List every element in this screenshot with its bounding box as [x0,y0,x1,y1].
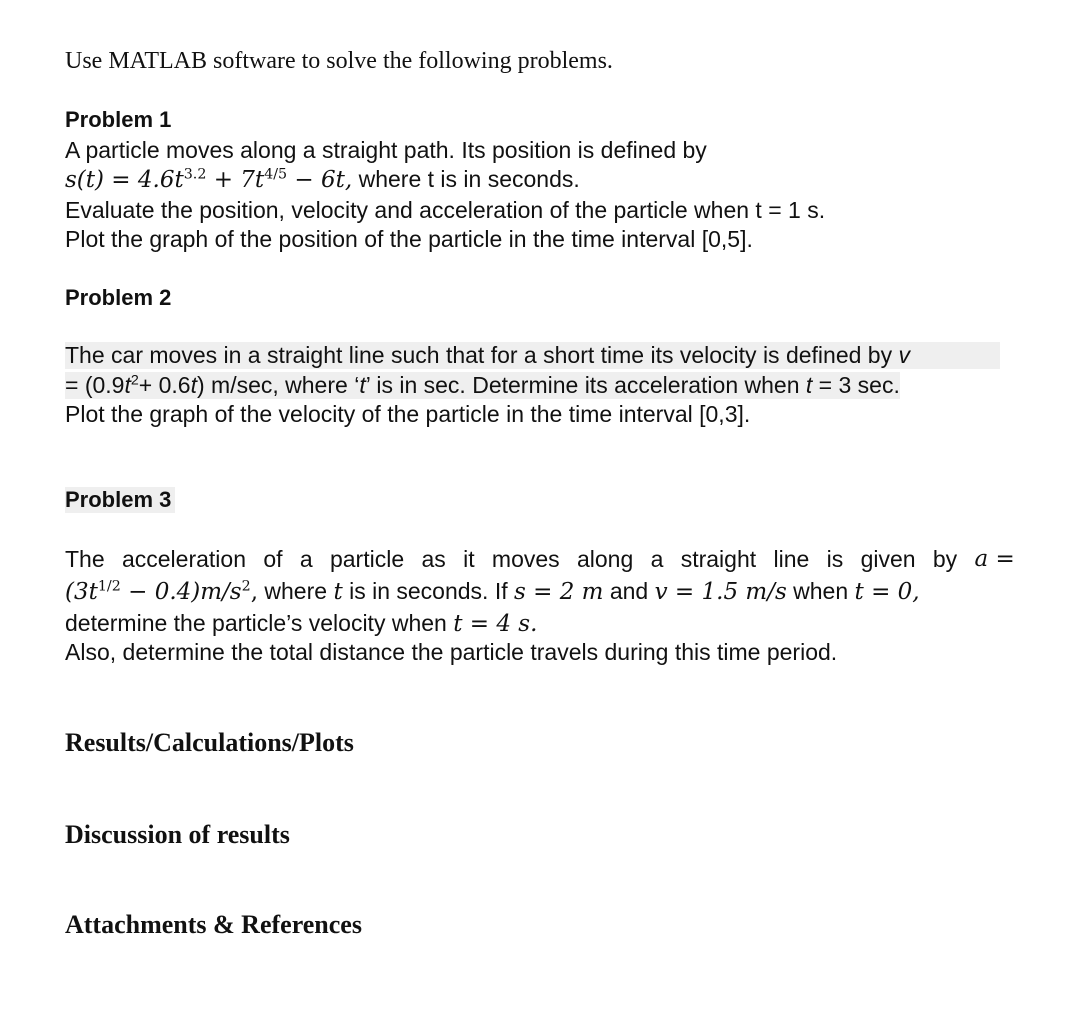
problem1-equation-line [65,166,580,193]
problem2-line3: Plot the graph of the velocity of the particle in the time interval [0,3]. [65,401,751,427]
attachments-heading: Attachments & References [65,910,362,939]
intro-text: Use MATLAB software to solve the following problems. [65,48,613,74]
problem3-line1: The acceleration of a particle as it moves along a straight line is given by a = [65,546,1015,572]
problem1-line1: A particle moves along a straight path. Its position is defined by [65,137,707,163]
results-heading: Results/Calculations/Plots [65,728,354,757]
problem2-line2: = $(0.9t^2+ 0.6t)$ m/sec, where ‘t’ is in sec. Determine its acceleration when t = 3 sec. [65,372,900,398]
problem3-line4: Also, determine the total distance the particle travels during this time period. [65,639,838,665]
problem3-line2: $(3t^{1/2} - 0.4)m/s^2$, where t is in seconds. If s = 2 m and v = 1.5 m/s when t = 0, [65,578,920,605]
problem2-heading: Problem 2 [65,285,172,310]
problem3-heading: Problem 3 [65,487,175,513]
problem3-line3: determine the particle’s velocity when t = 4 s. [65,610,538,637]
problem1-equation: $s(t) = 4.6t^{3.2} + 7t^{4/5} - 6t$, [65,166,353,193]
problem1-heading: Problem 1 [65,107,172,132]
discussion-heading: Discussion of results [65,820,290,849]
problem3-acceleration-symbol: a = [974,546,1015,572]
problem1-equation-tail: where t is in seconds. [352,166,580,192]
problem1-line4: Plot the graph of the position of the particle in the time interval [0,5]. [65,226,753,252]
problem2-line1: The car moves in a straight line such that for a short time its velocity is defined by v [65,342,1000,369]
problem1-line3: Evaluate the position, velocity and acceleration of the particle when t = 1 s. [65,197,826,223]
